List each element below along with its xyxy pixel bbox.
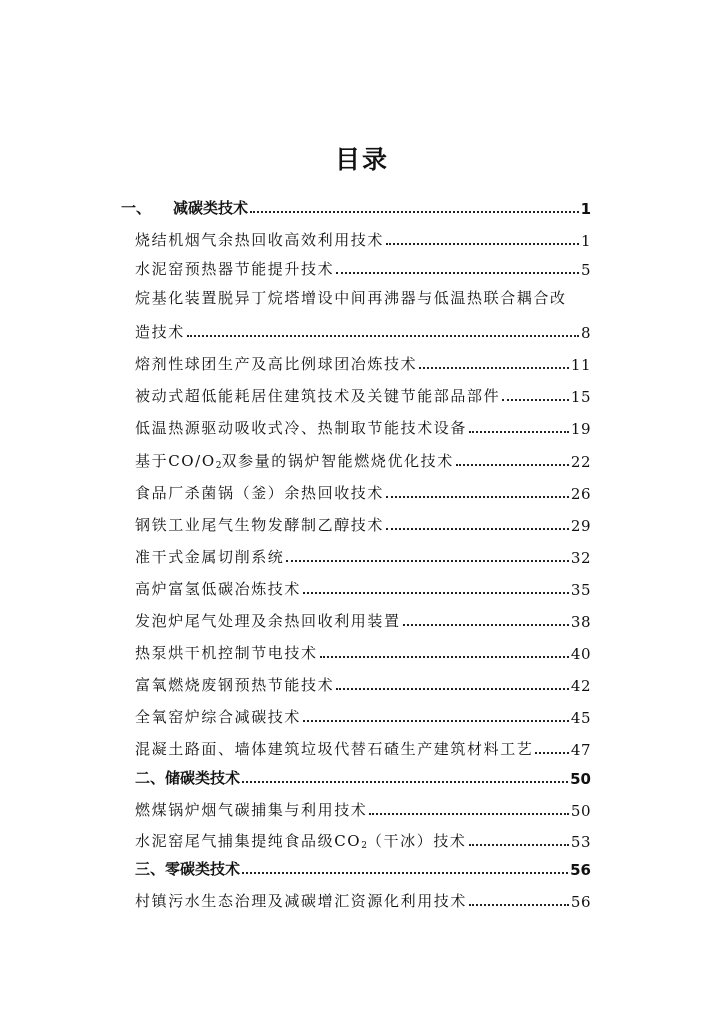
toc-leader-dots <box>303 592 569 594</box>
toc-item-title <box>135 450 454 471</box>
subscript: 2 <box>361 841 367 851</box>
toc-leader-dots <box>286 560 569 562</box>
toc-section-1-prefix: 一、 <box>121 199 152 217</box>
toc-item[interactable] <box>135 257 591 279</box>
toc-item-title: 低温热源驱动吸收式冷、热制取节能技术设备 <box>135 419 468 437</box>
toc-item-title: 熔剂性球团生产及高比例球团冶炼技术 <box>135 355 418 373</box>
toc-item[interactable] <box>135 673 591 695</box>
toc-item[interactable] <box>135 641 591 663</box>
toc-leader-dots <box>187 335 579 337</box>
toc-page-number: 1 <box>580 200 591 218</box>
toc-leader-dots <box>303 720 569 722</box>
toc-page-number: 19 <box>570 420 591 438</box>
toc-item[interactable] <box>135 416 591 438</box>
toc-page-number: 32 <box>570 549 591 567</box>
toc-item-title-part: 水泥窑尾气捕集提纯食品级CO <box>135 832 362 850</box>
toc-item-title-line1[interactable]: 烷基化装置脱异丁烷塔增设中间再沸器与低温热联合耦合改 <box>135 289 567 307</box>
toc-section-2-label: 储碳类技术 <box>165 769 241 787</box>
toc-page-number: 29 <box>570 517 591 535</box>
toc-page-number: 50 <box>570 770 591 788</box>
toc-item-title-part: （干冰）技术 <box>366 832 467 850</box>
toc-leader-dots <box>242 872 568 874</box>
toc-item[interactable] <box>135 705 591 727</box>
toc-section-3-prefix: 三、 <box>135 860 166 878</box>
toc-item[interactable] <box>135 320 591 342</box>
toc-leader-dots <box>469 904 569 906</box>
toc-item-title: 富氧燃烧废钢预热节能技术 <box>135 676 335 694</box>
toc-page-number: 40 <box>570 645 591 663</box>
toc-page-number: 22 <box>570 453 591 471</box>
toc-section-3[interactable] <box>135 857 591 879</box>
toc-leader-dots <box>250 211 579 213</box>
toc-item[interactable] <box>135 737 591 759</box>
toc-item[interactable] <box>135 481 591 503</box>
toc-page-number: 1 <box>580 232 591 250</box>
toc-item[interactable] <box>135 449 591 471</box>
toc-item-title-part: 基于CO/O <box>135 452 216 470</box>
toc-leader-dots <box>386 243 579 245</box>
toc-section-1-label: 减碳类技术 <box>173 199 249 217</box>
toc-section-2-title <box>135 767 240 788</box>
toc-item-title: 发泡炉尾气处理及余热回收利用装置 <box>135 612 401 630</box>
toc-leader-dots <box>502 399 569 401</box>
subscript: 2 <box>215 461 222 471</box>
toc-section-1-title <box>121 197 248 218</box>
toc-item-title-part: 双参量的锅炉智能燃烧优化技术 <box>221 452 454 470</box>
toc-item-title: 被动式超低能耗居住建筑技术及关键节能部品部件 <box>135 387 501 405</box>
toc-page-number: 5 <box>580 261 591 279</box>
toc-item-title: 烧结机烟气余热回收高效利用技术 <box>135 231 385 249</box>
toc-section-2-prefix: 二、 <box>135 769 166 787</box>
toc-section-3-label: 零碳类技术 <box>165 860 241 878</box>
toc-section-1[interactable] <box>121 196 591 218</box>
toc-item-title <box>135 830 467 851</box>
toc-leader-dots <box>403 624 569 626</box>
toc-leader-dots <box>369 813 569 815</box>
toc-item[interactable] <box>135 829 591 851</box>
toc-page-number: 56 <box>570 861 591 879</box>
toc-item[interactable] <box>135 384 591 406</box>
toc-item[interactable] <box>135 513 591 535</box>
toc-leader-dots <box>242 781 568 783</box>
toc-item[interactable] <box>135 609 591 631</box>
toc-page-number: 42 <box>570 677 591 695</box>
page-title: 目录 <box>334 145 389 174</box>
toc-item-title: 村镇污水生态治理及减碳增汇资源化利用技术 <box>135 892 468 910</box>
toc-item-title: 高炉富氢低碳冶炼技术 <box>135 580 302 598</box>
toc-item-title: 热泵烘干机控制节电技术 <box>135 644 318 662</box>
toc-leader-dots <box>535 752 569 754</box>
toc-page-number: 15 <box>570 388 591 406</box>
toc-page-number: 26 <box>570 485 591 503</box>
toc-leader-dots <box>336 688 569 690</box>
toc-item-title: 食品厂杀菌锅（釜）余热回收技术 <box>135 484 385 502</box>
toc-page-number: 47 <box>570 741 591 759</box>
toc-leader-dots <box>386 528 569 530</box>
toc-page-number: 38 <box>570 613 591 631</box>
toc-page-number: 35 <box>570 581 591 599</box>
toc-leader-dots <box>336 272 579 274</box>
toc-item-title: 钢铁工业尾气生物发酵制乙醇技术 <box>135 516 385 534</box>
toc-leader-dots <box>386 496 569 498</box>
toc-item[interactable] <box>135 352 591 374</box>
toc-item-title: 全氧窑炉综合减碳技术 <box>135 708 302 726</box>
toc-leader-dots <box>320 656 569 658</box>
toc-page-number: 11 <box>570 356 591 374</box>
toc-leader-dots <box>469 431 569 433</box>
toc-page-number: 50 <box>570 802 591 820</box>
toc-section-3-title <box>135 858 240 879</box>
toc-page-number: 56 <box>570 893 591 911</box>
toc-item-title: 准干式金属切削系统 <box>135 548 285 566</box>
toc-item[interactable] <box>135 889 591 911</box>
toc-item[interactable] <box>135 577 591 599</box>
toc-item[interactable] <box>135 798 591 820</box>
toc-section-2[interactable] <box>135 766 591 788</box>
toc-page-number: 45 <box>570 709 591 727</box>
toc-item[interactable] <box>135 545 591 567</box>
toc-item-title: 混凝土路面、墙体建筑垃圾代替石碴生产建筑材料工艺 <box>135 740 534 758</box>
toc-item-title: 燃煤锅炉烟气碳捕集与利用技术 <box>135 801 368 819</box>
toc-leader-dots <box>419 367 569 369</box>
toc-page-number: 8 <box>580 324 591 342</box>
toc-item-title: 水泥窑预热器节能提升技术 <box>135 260 335 278</box>
toc-leader-dots <box>469 844 569 846</box>
toc-item[interactable] <box>135 228 591 250</box>
toc-leader-dots <box>456 464 569 466</box>
toc-item-title: 造技术 <box>135 323 185 341</box>
toc-page-number: 53 <box>570 833 591 851</box>
